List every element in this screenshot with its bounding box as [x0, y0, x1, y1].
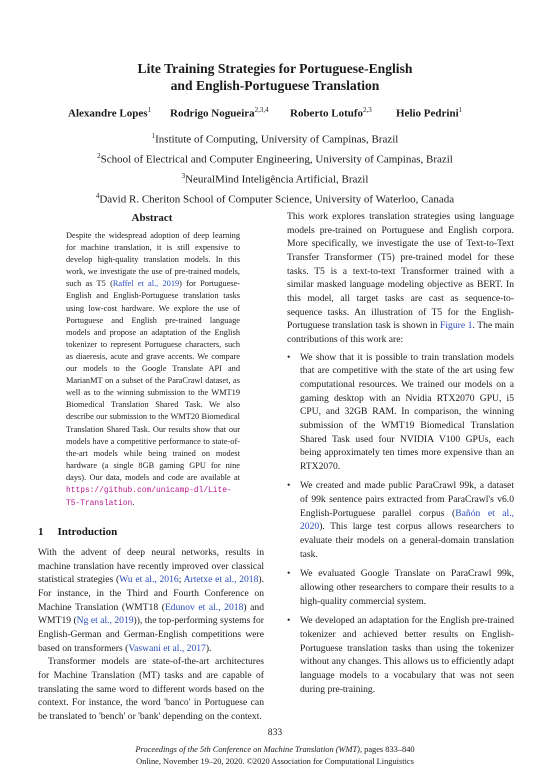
- right-column-text: [287, 210, 514, 702]
- citation-link[interactable]: Ng et al., 2019: [76, 615, 134, 627]
- figure-link[interactable]: Figure 1: [440, 320, 473, 332]
- author: Roberto Lotufo$^{2,3}$: [290, 106, 372, 120]
- contribution-list: [287, 351, 514, 697]
- page-number: 833: [267, 727, 283, 738]
- affiliation: $^3$NeuralMind Inteligência Artificial, Brazil: [181, 172, 369, 186]
- author: Alexandre Lopes$^1$: [68, 106, 152, 120]
- list-item: • We developed an adaptation for the English pre-trained tokenizer and achieved better results on English-Portuguese translation tasks than using the tokenizer without any changes. This allows us to efficiently adapt language models to a vocabulary that was not seen during pre-training.: [287, 614, 514, 696]
- title-line-1: Lite Training Strategies for Portuguese-English: [137, 61, 413, 76]
- list-item: • We evaluated Google Translate on ParaCrawl 99k, allowing other researchers to compare their results to a high-quality commercial system.: [287, 567, 514, 608]
- affiliation: $^4$David R. Cheriton School of Computer Science, University of Waterloo, Canada: [95, 192, 455, 207]
- paper-title: [0, 60, 550, 94]
- citation-link[interactable]: Raffel et al., 2019: [112, 279, 180, 289]
- citation-link[interactable]: Wu et al., 2016: [119, 574, 179, 586]
- citation-link[interactable]: Artetxe et al., 2018: [183, 574, 259, 586]
- title-line-2: and English-Portuguese Translation: [170, 78, 380, 93]
- paragraph: This work explores translation strategies using language models pre-trained on Portuguese and English corpora. More specifically, we investigate the use of Text-to-Text Transfer Transformer (T5) pre-trained model for these tasks. T5 is a text-to-text Transformer trained with a similar masked language modeling objective as BERT. In this model, all target tasks are cast as sequence-to-sequence tasks. An illustration of T5 for the English-Portuguese translation task is shown in Figure 1. The main contributions of this work are:: [287, 211, 514, 345]
- introduction-text: [38, 546, 264, 724]
- list-item: • We show that it is possible to train translation models that are competitive with the state of the art using few computational resources. We trained our models on a gaming desktop with an Nvidia RTX2070 GPU, i5 CPU, and 32GB RAM. In comparison, the winning submission of the WMT19 Biomedical Translation Shared Task used four NVIDIA V100 GPUs, each being approximately ten times more expensive than an RTX2070.: [287, 351, 514, 474]
- citation-link[interactable]: Bañón et al., 2020: [300, 507, 514, 533]
- citation-link[interactable]: Vaswani et al., 2017: [128, 642, 206, 654]
- affiliation: $^1$Institute of Computing, University of Campinas, Brazil: [151, 132, 399, 146]
- citation-link[interactable]: Edunov et al., 2018: [164, 601, 244, 613]
- page-footer: [0, 744, 550, 768]
- affiliations: [0, 128, 550, 209]
- paragraph: Transformer models are state-of-the-art architectures for Machine Translation (MT) tasks and are capable of translating the same word to different words based on the context. For instance, the word 'banco' in Portuguese can be translated to 'bench' or 'bank' depending on the context.: [38, 656, 264, 722]
- author: Rodrigo Nogueira$^{2,3,4}$: [170, 106, 269, 120]
- github-link[interactable]: https://github.com/unicamp-dl/Lite-T5-Translation: [66, 485, 232, 509]
- affiliation: $^2$School of Electrical and Computer Engineering, University of Campinas, Brazil: [97, 152, 453, 166]
- abstract-heading: Abstract: [131, 212, 173, 224]
- footer-line-1: Proceedings of the 5th Conference on Machine Translation (WMT), pages 833–840: [135, 745, 415, 754]
- author: Helio Pedrini$^1$: [396, 106, 463, 120]
- section-heading-introduction: 1 Introduction: [38, 526, 118, 538]
- list-item: • We created and made public ParaCrawl 99k, a dataset of 99k sentence pairs extracted from ParaCrawl's v6.0 English-Portuguese parallel corpus (Bañón et al., 2020). This large test corpus allows researchers to evaluate their models on a general-domain translation task.: [287, 479, 514, 561]
- paragraph: With the advent of deep neural networks, results in machine translation have recently improved over classical statistical strategies (Wu et al., 2016; Artetxe et al., 2018). For instance, in the Third and Fourth Conference on Machine Translation (WMT18 (Edunov et al., 2018) and WMT19 (Ng et al., 2019)), the top-performing systems for English-German and German-English competitions were based on transformers (Vaswani et al., 2017).: [38, 547, 265, 654]
- abstract-text: Despite the widespread adoption of deep learning for machine translation, it is still expensive to develop high-quality translation models. In this work, we investigate the use of pre-trained models, such as T5 (Raffel et al., 2019) for Portuguese-English and English-Portuguese translation tasks using low-cost hardware. We explore the use of Portuguese and English pre-trained language models and propose an adaptation of the English tokenizer to represent Portuguese characters, such as diaeresis, acute and grave accents. We compare our models to the Google Translate API and MarianMT on a subset of the ParaCrawl dataset, as well as to the winning submission to the WMT19 Biomedical Translation Shared Task. We also describe our submission to the WMT20 Biomedical Translation Shared Task. Our results show that our models have a competitive performance to state-of-the-art models while being trained on modest hardware (a single 8GB gaming GPU for nine days). Our data, models and code are available at https://github.com/unicamp-dl/Lite-T5-Translation.: [66, 231, 241, 509]
- footer-line-2: Online, November 19–20, 2020. ©2020 Association for Computational Linguistics: [136, 757, 414, 766]
